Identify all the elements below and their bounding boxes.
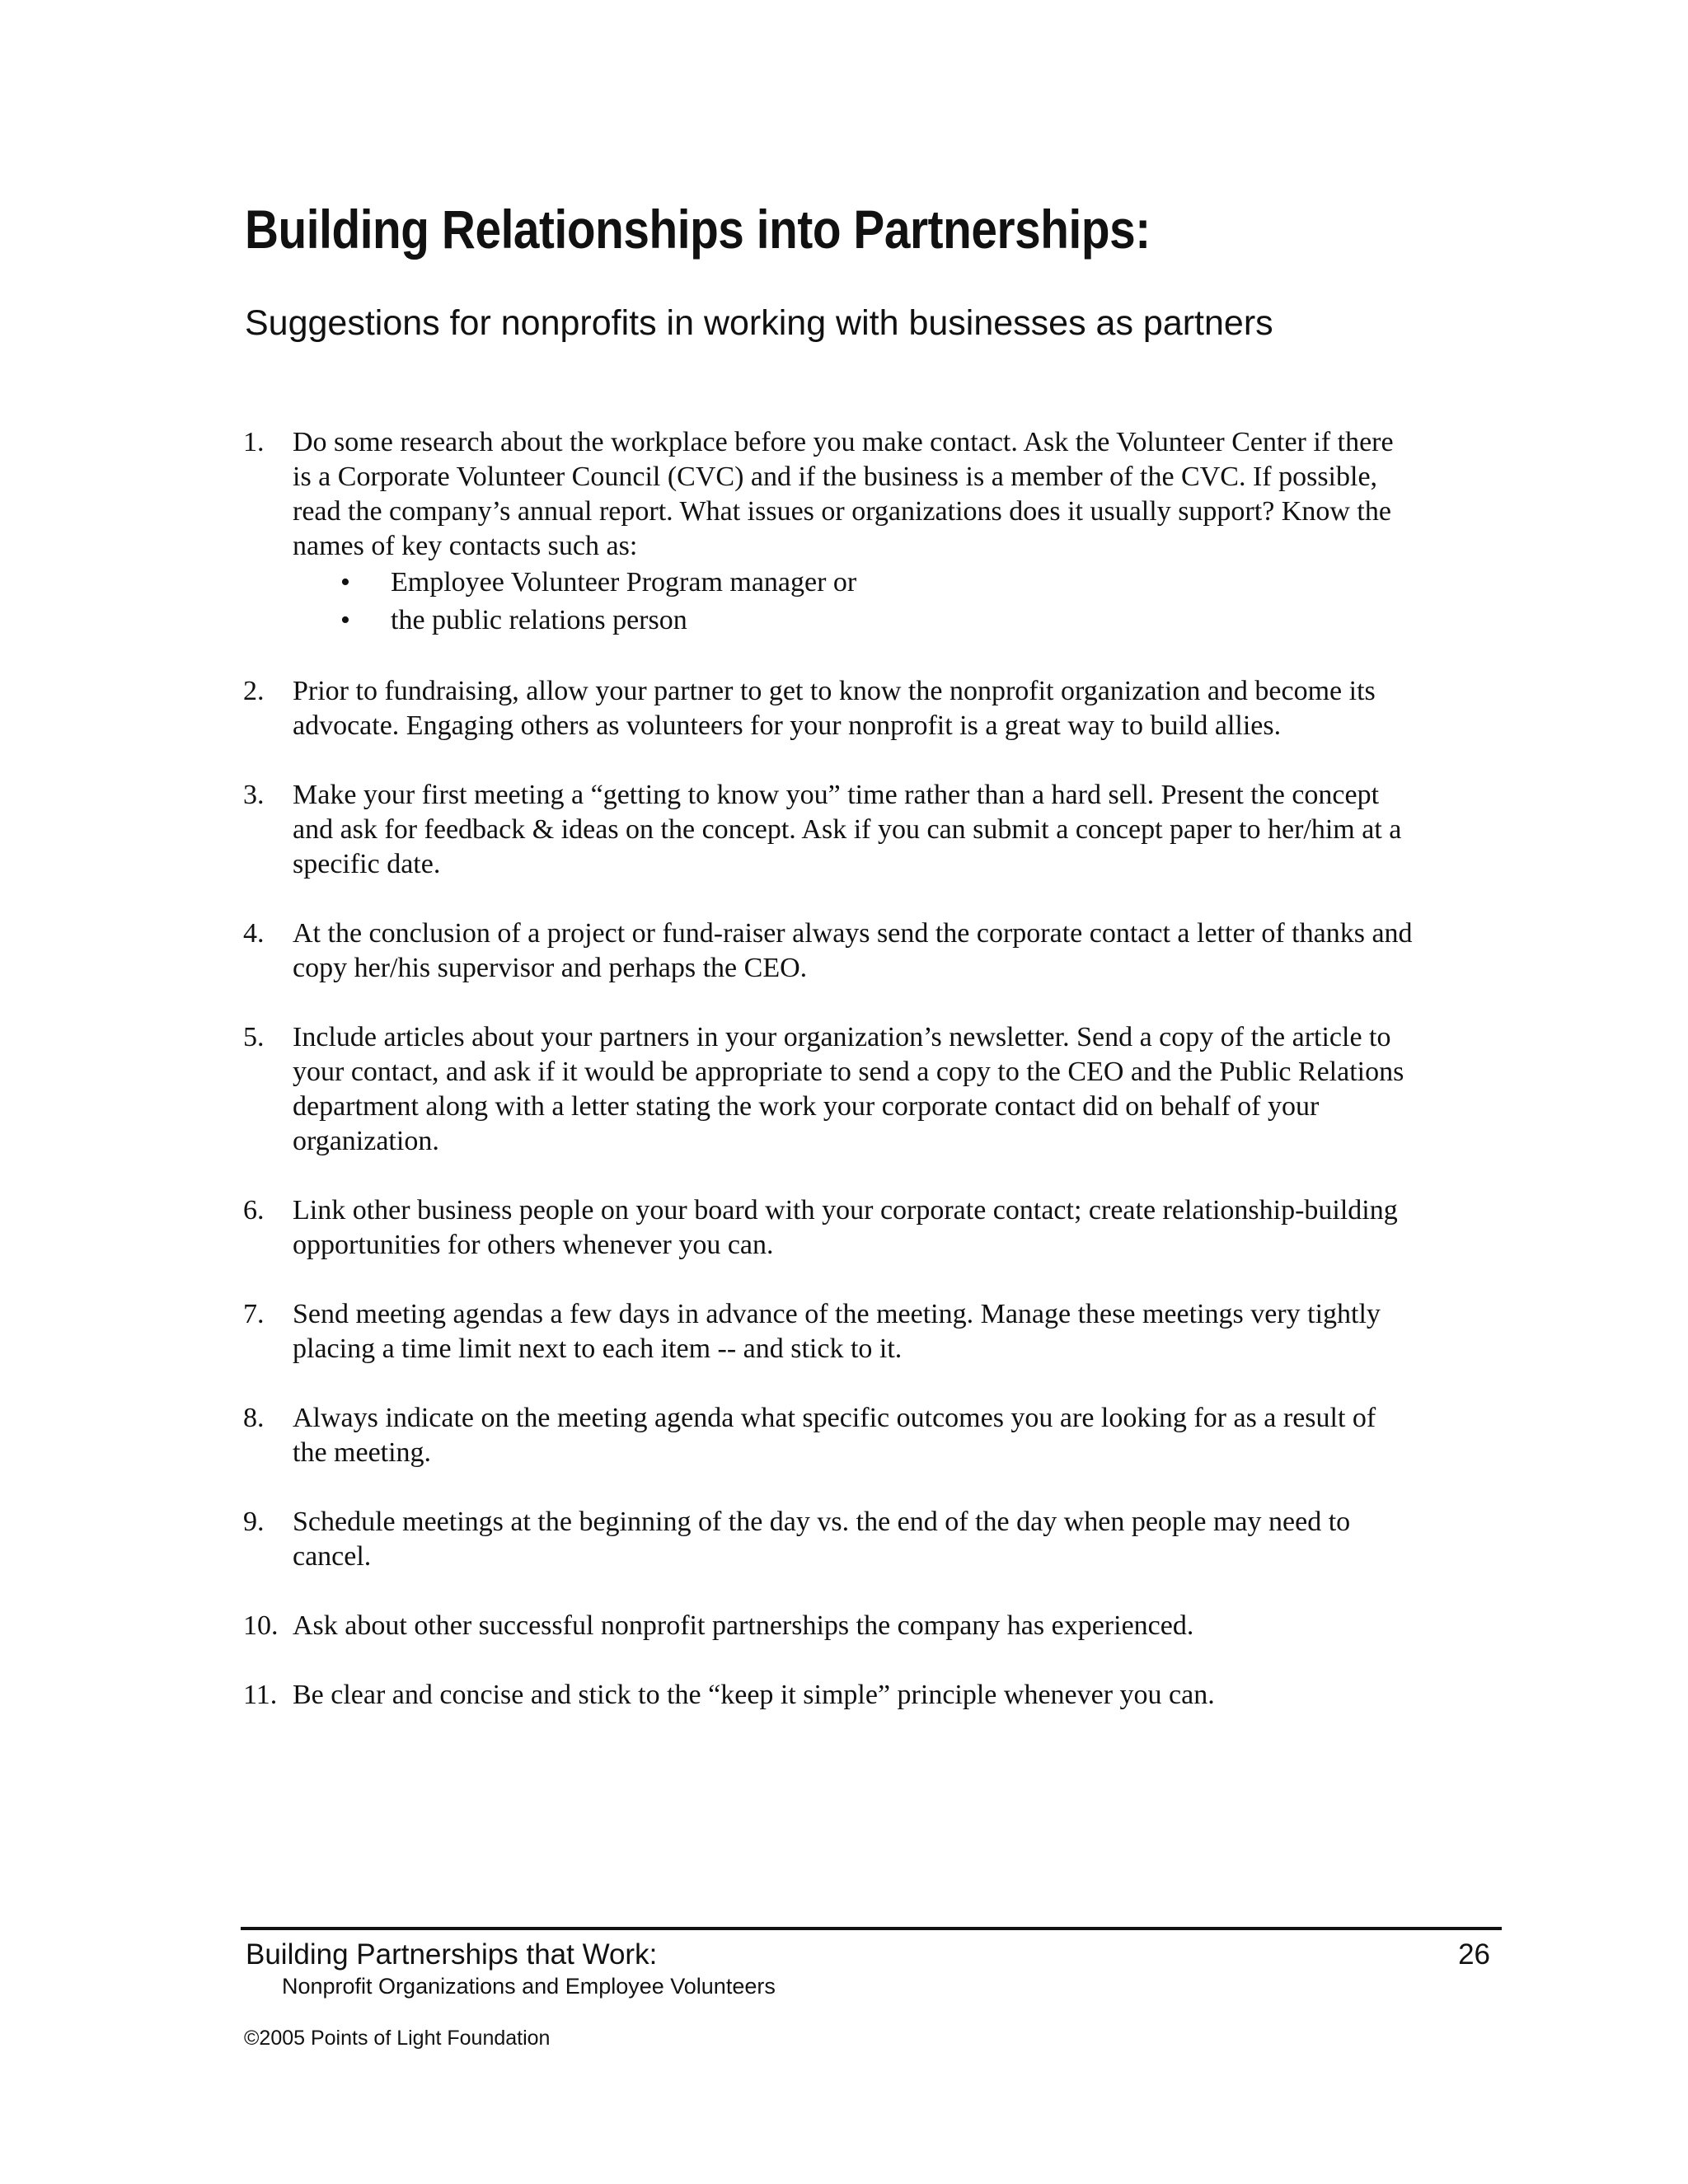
list-item <box>243 1297 1414 1366</box>
list-item-text: Send meeting agendas a few days in advance of the meeting. Manage these meetings very tightly placing a time limit next to each item -- and stick to it. <box>293 1299 1381 1364</box>
suggestions-list <box>243 425 1414 1747</box>
list-item-number: 1. <box>243 427 265 457</box>
list-item <box>243 1401 1414 1470</box>
list-item-text: Always indicate on the meeting agenda what specific outcomes you are looking for as a result of the meeting. <box>293 1403 1376 1468</box>
page-title: Building Relationships into Partnerships: <box>245 199 1151 260</box>
footer-subtitle: Nonprofit Organizations and Employee Volunteers <box>282 1974 776 1999</box>
list-item-text: Include articles about your partners in your organization’s newsletter. Send a copy of the article to your contact, and ask if it would be appropriate to send a copy to the CEO and the Public Relations department along with a letter stating the work your corporate contact did on behalf of your organization. <box>293 1022 1404 1156</box>
list-item <box>243 778 1414 882</box>
list-item-number: 3. <box>243 780 265 810</box>
list-item-number: 6. <box>243 1195 265 1226</box>
list-item-body <box>293 425 1414 640</box>
list-item-text: Schedule meetings at the beginning of the day vs. the end of the day when people may need to cancel. <box>293 1507 1351 1572</box>
list-item <box>243 674 1414 743</box>
list-item-number: 11. <box>243 1680 278 1710</box>
list-item <box>243 916 1414 986</box>
list-item <box>243 1193 1414 1263</box>
list-item <box>243 1505 1414 1574</box>
bullet-item: • Employee Volunteer Program manager or <box>293 564 1414 602</box>
list-item <box>243 1020 1414 1159</box>
copyright-notice: ©2005 Points of Light Foundation <box>244 2027 551 2050</box>
list-item-text: Make your first meeting a “getting to know you” time rather than a hard sell. Present the concept and ask for feedback & ideas on the concept. Ask if you can submit a concept paper to her/him at a specific date. <box>293 780 1402 879</box>
list-item-number: 5. <box>243 1022 265 1052</box>
list-item-text: Link other business people on your board with your corporate contact; create relationship-building opportunities for others whenever you can. <box>293 1195 1398 1260</box>
list-item-number: 9. <box>243 1507 265 1537</box>
footer-divider <box>241 1927 1502 1930</box>
list-item-text: Ask about other successful nonprofit partnerships the company has experienced. <box>293 1610 1194 1641</box>
list-item-number: 8. <box>243 1403 265 1433</box>
list-item <box>243 425 1414 640</box>
list-item-text: Prior to fundraising, allow your partner to get to know the nonprofit organization and become its advocate. Engaging others as volunteers for your nonprofit is a great way to build allies. <box>293 676 1376 741</box>
footer-title: Building Partnerships that Work: <box>246 1938 658 1971</box>
key-contacts-list <box>293 564 1414 640</box>
list-item <box>243 1609 1414 1643</box>
list-item-number: 4. <box>243 918 265 949</box>
list-item-text: Be clear and concise and stick to the “keep it simple” principle whenever you can. <box>293 1680 1215 1710</box>
bullet-item: • the public relations person <box>293 602 1414 640</box>
list-item-number: 2. <box>243 676 265 706</box>
page-subtitle: Suggestions for nonprofits in working with businesses as partners <box>245 303 1273 343</box>
list-item <box>243 1678 1414 1713</box>
list-item-text: At the conclusion of a project or fund-raiser always send the corporate contact a letter of thanks and copy her/his supervisor and perhaps the CEO. <box>293 918 1413 983</box>
list-item-number: 7. <box>243 1299 265 1329</box>
list-item-text: Do some research about the workplace before you make contact. Ask the Volunteer Center if there is a Corporate Volunteer Council (CVC) and if the business is a member of the CVC. If possible, read the company’s annual report. What issues or organizations does it usually support? Know the names of key contacts such as: <box>293 427 1394 561</box>
page-number: 26 <box>1458 1938 1490 1971</box>
list-item-number: 10. <box>243 1610 279 1641</box>
